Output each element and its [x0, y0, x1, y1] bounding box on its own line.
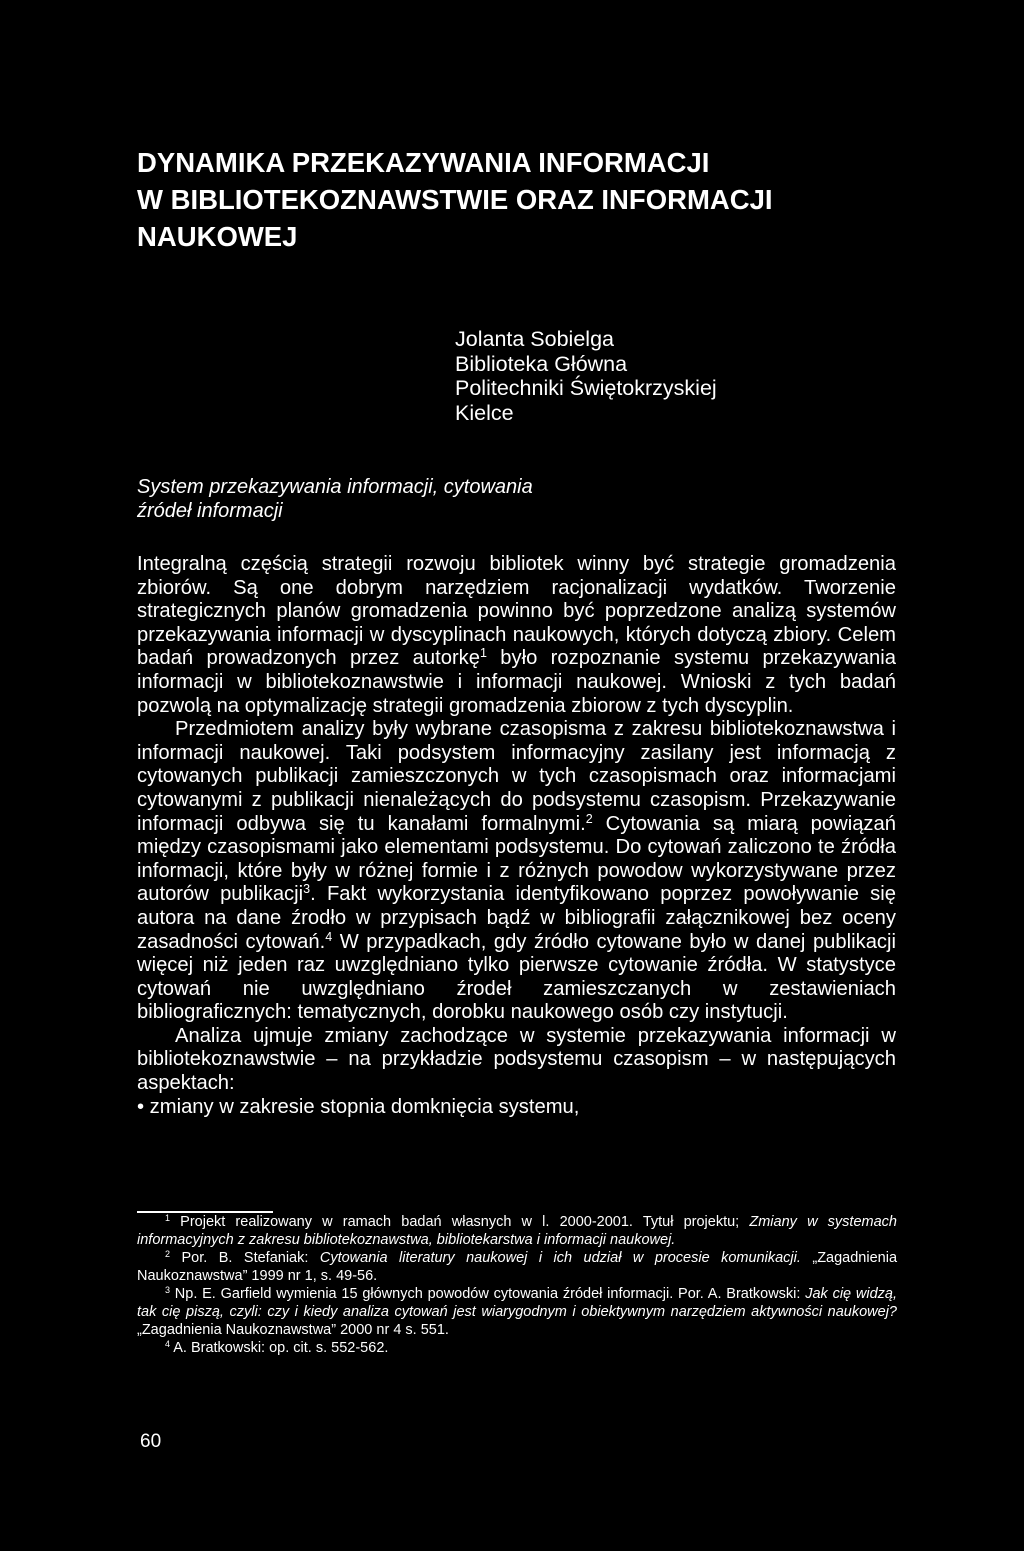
footnote-ref-1: 1: [480, 646, 487, 661]
paragraph-1-text-b: było rozpoznanie systemu przekazywania informacji w bibliotekoznawstwie i informacji naukowej. Wnioski z tych badań pozwolą na optymalizację strategii gromadzenia zbiorow z tych dyscyplin.: [137, 647, 896, 717]
footnote-ref-2: 2: [585, 811, 593, 826]
footnote-4-text: A. Bratkowski: op. cit. s. 552-562.: [170, 1340, 389, 1356]
footnote-ref-3: 3: [303, 882, 311, 897]
title-line-2: W BIBLIOTEKOZNAWSTWIE ORAZ INFORMACJI: [137, 184, 773, 215]
bullet-item-1: • zmiany w zakresie stopnia domknięcia systemu,: [137, 1095, 580, 1118]
author-affiliation-1: Biblioteka Główna: [455, 351, 628, 376]
footnote-1-italic: Zmiany w systemach informacyjnych z zakresu bibliotekoznawstwa, bibliotekarstwa i informacji naukowej.: [137, 1214, 897, 1248]
body-text: [137, 553, 896, 1119]
title-line-1: DYNAMIKA PRZEKAZYWANIA INFORMACJI: [137, 147, 710, 178]
paragraph-1: [137, 553, 896, 718]
footnote-4-number: 4: [165, 1339, 170, 1350]
title-line-3: NAUKOWEJ: [137, 221, 298, 252]
author-block: [455, 327, 717, 425]
paragraph-2-text-a: Przedmiotem analizy były wybrane czasopisma z zakresu bibliotekoznawstwa i informacji naukowej. Taki podsystem informacyjny zasilany jest informacją z cytowanych publikacji zamieszczonych w tych czasopismach oraz informacjami cytowanymi z publikacji nienależących do podsystemu czasopism. Przekazywanie informacji odbywa się tu kanałami formalnymi.: [137, 718, 896, 835]
article-title: [137, 144, 917, 255]
footnote-2: [137, 1249, 897, 1285]
paragraph-2-text-d: W przypadkach, gdy źródło cytowane było w danej publikacji więcej niż jeden raz uwzględniano tylko pierwsze cytowanie źródła. W statystyce cytowań nie uwzględniano źrodeł zamieszczanych w zestawieniach bibliograficznych: tematycznych, dorobku naukowego osób czy instytucji.: [137, 930, 896, 1024]
footnote-3-text-a: Np. E. Garfield wymienia 15 głównych powodów cytowania źródeł informacji. Por. A. Bratkowski:: [170, 1286, 806, 1302]
paragraph-2-text-c: . Fakt wykorzystania identyfikowano poprzez powoływanie się autora na dane źrodło w przypisach bądź w bibliografii załącznikowej bez oceny zasadności cytowań.: [137, 883, 896, 953]
footnote-3-italic: Jak cię widzą, tak cię piszą, czyli: czy i kiedy analiza cytowań jest wiarygodnym i obiektywnym narzędziem aktywności naukowej?: [137, 1286, 897, 1320]
paragraph-2-text-b: Cytowania są miarą powiązań między czasopismami jako elementami podsystemu. Do cytowań zaliczono te źródła informacji, które były w różnej formie i z różnych powodow wykorzystywane przez autorów publikacji: [137, 812, 896, 906]
footnote-2-text-b: „Zagadnienia Naukoznawstwa” 1999 nr 1, s. 49-56.: [137, 1250, 898, 1284]
footnote-3: [137, 1285, 897, 1339]
page-number: 60: [140, 1431, 162, 1452]
footnote-3-number: 3: [165, 1285, 170, 1296]
keywords: [137, 476, 533, 523]
footnote-1: [137, 1213, 897, 1249]
footnote-3-text-b: „Zagadnienia Naukoznawstwa” 2000 nr 4 s. 551.: [137, 1322, 449, 1338]
footnotes: [137, 1213, 897, 1357]
author-name: Jolanta Sobielga: [455, 327, 614, 351]
footnote-ref-4: 4: [325, 929, 333, 944]
author-affiliation-2: Politechniki Świętokrzyskiej: [455, 376, 717, 400]
footnote-1-number: 1: [165, 1213, 170, 1224]
footnote-4: [137, 1339, 897, 1357]
paragraph-1-text-a: Integralną częścią strategii rozwoju bibliotek winny być strategie gromadzenia zbiorów. Są one dobrym narzędziem racjonalizacji wydatków. Tworzenie strategicznych planów gromadzenia powinno być poprzedzone analizą systemów przekazywania informacji w dyscyplinach naukowych, których dotyczą zbiory. Celem badań prowadzonych przez autorkę: [137, 553, 896, 670]
paragraph-3: Analiza ujmuje zmiany zachodzące w systemie przekazywania informacji w bibliotekoznawstwie – na przykładzie podsystemu czasopism – w następujących aspektach:: [137, 1024, 896, 1095]
keywords-line-1: System przekazywania informacji, cytowania: [137, 476, 533, 498]
footnote-2-number: 2: [165, 1249, 170, 1260]
keywords-line-2: źródeł informacji: [137, 499, 283, 522]
author-city: Kielce: [455, 400, 514, 425]
paragraph-2: [137, 718, 896, 1025]
footnote-2-text-a: Por. B. Stefaniak:: [170, 1250, 320, 1266]
footnote-2-italic: Cytowania literatury naukowej i ich udział w procesie komunikacji.: [319, 1250, 801, 1266]
footnote-1-text: Projekt realizowany w ramach badań własnych w l. 2000-2001. Tytuł projektu;: [170, 1214, 750, 1230]
